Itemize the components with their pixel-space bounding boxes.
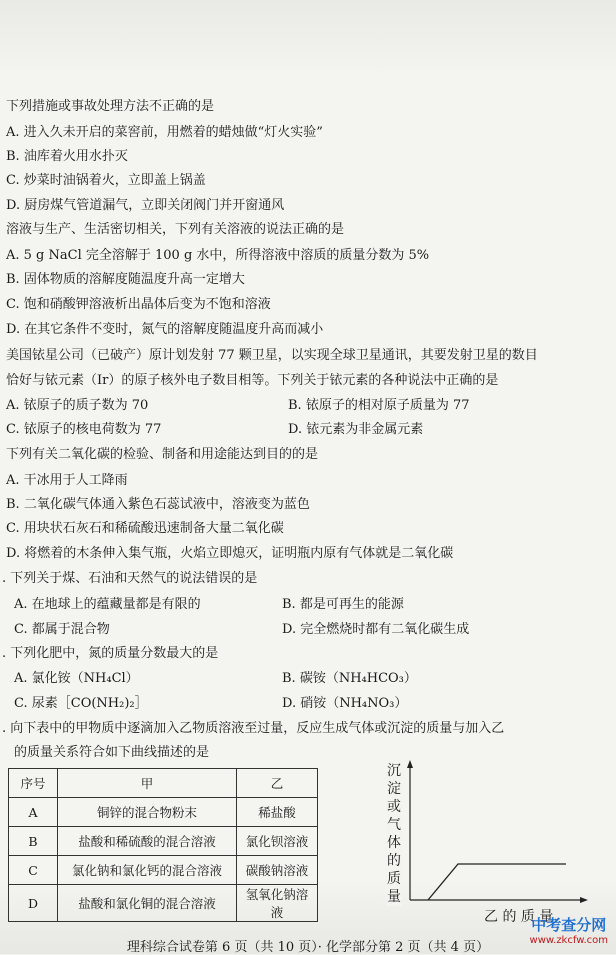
q7-option-d: D. 完全燃烧时都有二氧化碳生成 (282, 622, 470, 637)
q5-option-c: C. 铱原子的核电荷数为 77 (6, 422, 162, 437)
q7-option-a: A. 在地球上的蕴藏量都是有限的 (14, 597, 201, 612)
table-cell: 铜锌的混合物粉末 (58, 798, 237, 827)
q9-graph (380, 760, 590, 920)
q3-option-b: B. 油库着火用水扑灭 (6, 149, 128, 164)
q6-option-c: C. 用块状石灰石和稀硫酸迅速制备大量二氧化碳 (6, 521, 284, 536)
q8-option-b: B. 碳铵（NH₄HCO₃） (282, 671, 417, 686)
q4-option-d: D. 在其它条件不变时，氮气的溶解度随温度升高而减小 (6, 322, 324, 337)
q5-option-b: B. 铱原子的相对原子质量为 77 (288, 398, 470, 413)
q8-stem: . 下列化肥中，氮的质量分数最大的是 (2, 646, 219, 661)
table-header-row (9, 769, 318, 798)
q5-stem-line2: 恰好与铱元素（Ir）的原子核外电子数目相等。下列关于铱元素的各种说法中正确的是 (6, 373, 499, 388)
table-cell: 氯化钡溶液 (237, 827, 318, 856)
table-cell: C (9, 856, 58, 885)
table-row (9, 827, 318, 856)
q4-option-a: A. 5 g NaCl 完全溶解于 100 g 水中，所得溶液中溶质的质量分数为 5% (6, 248, 430, 263)
table-cell: 氯化钠和氯化钙的混合溶液 (58, 856, 237, 885)
q7-option-b: B. 都是可再生的能源 (282, 597, 404, 612)
table-cell: 氢氧化钠溶液 (237, 885, 318, 922)
q3-option-c: C. 炒菜时油锅着火，立即盖上锅盖 (6, 173, 206, 188)
site-watermark (530, 914, 608, 946)
graph-x-label: 乙 的 质 量 (484, 909, 554, 925)
table-cell: B (9, 827, 58, 856)
q8-option-c: C. 尿素［CO(NH₂)₂］ (14, 696, 148, 711)
y-axis-arrow (407, 760, 413, 768)
q6-option-d: D. 将燃着的木条伸入集气瓶，火焰立即熄灭，证明瓶内原有气体就是二氧化碳 (6, 546, 454, 561)
watermark-url: www.zkcfw.com (529, 935, 608, 946)
q3-option-a: A. 进入久未开启的菜窖前，用燃着的蜡烛做“灯火实验” (6, 125, 323, 140)
table-cell: 盐酸和稀硫酸的混合溶液 (58, 827, 237, 856)
q5-option-d: D. 铱元素为非金属元素 (288, 422, 424, 437)
q8-option-a: A. 氯化铵（NH₄Cl） (14, 671, 139, 686)
q6-option-b: B. 二氧化碳气体通入紫色石蕊试液中，溶液变为蓝色 (6, 497, 310, 512)
x-axis-arrow (580, 897, 588, 903)
q4-option-c: C. 饱和硝酸钾溶液析出晶体后变为不饱和溶液 (6, 297, 271, 312)
q9-stem-line2: 的质量关系符合如下曲线描述的是 (14, 745, 210, 760)
table-row (9, 798, 318, 827)
q8-option-d: D. 硝铵（NH₄NO₃） (282, 696, 408, 711)
table-cell: 碳酸钠溶液 (237, 856, 318, 885)
q7-stem: . 下列关于煤、石油和天然气的说法错误的是 (2, 571, 258, 586)
q6-option-a: A. 干冰用于人工降雨 (6, 473, 128, 488)
table-row (9, 885, 318, 922)
q9-stem-line1: . 向下表中的甲物质中逐滴加入乙物质溶液至过量，反应生成气体或沉淀的质量与加入乙 (2, 721, 505, 736)
table-cell: A (9, 798, 58, 827)
table-cell: 盐酸和氯化铜的混合溶液 (58, 885, 237, 922)
q4-option-b: B. 固体物质的溶解度随温度升高一定增大 (6, 272, 245, 287)
q9-table (8, 768, 318, 922)
q5-option-a: A. 铱原子的质子数为 70 (6, 398, 149, 413)
q4-stem: 溶液与生产、生活密切相关，下列有关溶液的说法正确的是 (6, 222, 345, 237)
q5-stem-line1: 美国铱星公司（已破产）原计划发射 77 颗卫星，以实现全球卫星通讯，其要发射卫星的数目 (6, 348, 538, 363)
watermark-title: 中考查分网 (531, 916, 607, 934)
q7-option-c: C. 都属于混合物 (14, 622, 110, 637)
table-header-cell: 甲 (58, 769, 237, 798)
graph-curve (428, 864, 566, 900)
page-footer: 理科综合试卷第 6 页（共 10 页）· 化学部分第 2 页（共 4 页） (126, 940, 490, 955)
table-cell: D (9, 885, 58, 922)
table-header-cell: 序号 (9, 769, 58, 798)
q6-stem: 下列有关二氧化碳的检验、制备和用途能达到目的的是 (6, 447, 319, 462)
q3-option-d: D. 厨房煤气管道漏气，立即关闭阀门并开窗通风 (6, 198, 285, 213)
graph-y-label: 沉淀或气体的质量 (387, 763, 401, 905)
q3-stem: 下列措施或事故处理方法不正确的是 (6, 99, 215, 114)
table-row (9, 856, 318, 885)
table-cell: 稀盐酸 (237, 798, 318, 827)
table-header-cell: 乙 (237, 769, 318, 798)
